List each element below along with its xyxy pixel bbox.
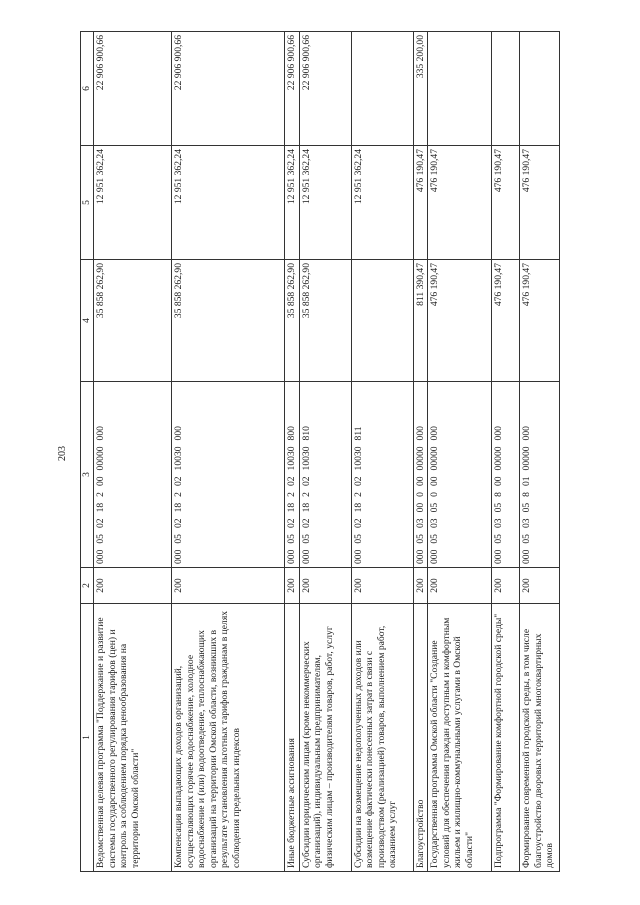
row-code: 200 (351, 568, 413, 604)
header-row (81, 32, 94, 872)
row-classification: 00005021820000000000 (94, 382, 172, 568)
row-value-5: 476 190,47 (492, 146, 520, 260)
header-col-5: 5 (81, 146, 94, 260)
row-classification: 00005030000000000000 (413, 382, 428, 568)
table-row (492, 32, 520, 872)
page-number: 203 (56, 445, 68, 461)
row-code: 200 (428, 568, 492, 604)
row-value-6: 22 906 900,66 (172, 32, 285, 146)
row-name: Субсидии юридическим лицам (кроме некоммерческих организаций), индивидуальным предпринимателям, физическим лицам – производителям товаров, работ, услуг (299, 604, 351, 872)
row-name: Благоустройство (413, 604, 428, 872)
row-classification: 00005021820210030811 (351, 382, 413, 568)
table-row (520, 32, 560, 872)
row-code: 200 (413, 568, 428, 604)
budget-table (80, 31, 560, 872)
row-name: Формирование современной городской среды, в том числе благоустройство дворовых территорий многоквартирных домов (520, 604, 560, 872)
row-value-6: 22 906 900,66 (299, 32, 351, 146)
row-value-6 (492, 32, 520, 146)
row-value-4: 476 190,47 (492, 260, 520, 382)
header-col-6: 6 (81, 32, 94, 146)
row-value-6: 335 200,00 (413, 32, 428, 146)
row-name: Иные бюджетные ассигнования (285, 604, 300, 872)
table-row (285, 32, 300, 872)
row-value-6 (520, 32, 560, 146)
row-classification: 00005021820210030800 (285, 382, 300, 568)
row-code: 200 (172, 568, 285, 604)
row-code: 200 (285, 568, 300, 604)
row-value-5: 12 951 362,24 (94, 146, 172, 260)
row-value-5: 12 951 362,24 (172, 146, 285, 260)
row-value-4: 476 190,47 (428, 260, 492, 382)
row-value-5: 476 190,47 (520, 146, 560, 260)
row-value-6: 22 906 900,66 (94, 32, 172, 146)
row-value-6 (351, 32, 413, 146)
row-value-6: 22 906 900,66 (285, 32, 300, 146)
row-classification: 00005030580100000000 (520, 382, 560, 568)
row-code: 200 (94, 568, 172, 604)
header-col-4: 4 (81, 260, 94, 382)
row-value-5: 476 190,47 (428, 146, 492, 260)
header-col-3: 3 (81, 382, 94, 568)
row-value-6 (428, 32, 492, 146)
table-row (299, 32, 351, 872)
row-name: Государственная программа Омской области "Создание условий для обеспечения граждан доступным и комфортным жильем и жилищно-коммунальными услугами в Омской области" (428, 604, 492, 872)
header-col-2: 2 (81, 568, 94, 604)
row-code: 200 (520, 568, 560, 604)
row-classification: 00005021820210030000 (172, 382, 285, 568)
row-value-4: 476 190,47 (520, 260, 560, 382)
row-classification: 00005021820210030810 (299, 382, 351, 568)
row-value-4: 35 858 262,90 (172, 260, 285, 382)
table-row (94, 32, 172, 872)
row-value-5: 12 951 362,24 (299, 146, 351, 260)
row-value-5: 12 951 362,24 (351, 146, 413, 260)
row-value-4: 811 390,47 (413, 260, 428, 382)
row-value-4: 35 858 262,90 (94, 260, 172, 382)
row-code: 200 (492, 568, 520, 604)
table-row (428, 32, 492, 872)
row-value-5: 476 190,47 (413, 146, 428, 260)
row-value-4: 35 858 262,90 (285, 260, 300, 382)
table-frame (80, 32, 640, 872)
row-name: Ведомственная целевая программа "Поддержание и развитие системы государственного регулирования тарифов (цен) и контроль за соблюдением порядка ценообразования на территории Омской области" (94, 604, 172, 872)
row-value-5: 12 951 362,24 (285, 146, 300, 260)
table-row (351, 32, 413, 872)
row-code: 200 (299, 568, 351, 604)
header-col-1: 1 (81, 604, 94, 872)
row-classification: 00005030500000000000 (428, 382, 492, 568)
row-name: Подпрограмма "Формирование комфортной городской среды" (492, 604, 520, 872)
row-value-4 (351, 260, 413, 382)
rotated-table-area (80, 32, 640, 872)
row-classification: 00005030580000000000 (492, 382, 520, 568)
table-row (413, 32, 428, 872)
row-name: Субсидии на возмещение недополученных доходов или возмещение фактически понесенных затрат в связи с производством (реализацией) товаров, выполнением работ, оказанием услуг (351, 604, 413, 872)
row-value-4: 35 858 262,90 (299, 260, 351, 382)
row-name: Компенсация выпадающих доходов организаций, осуществляющих горячее водоснабжение, холодное водоснабжение и (или) водоотведение, теплоснабжающих организаций на территории Омской области, возникших в результате установления льготных тарифов гражданам в целях соблюдения предельных индексов (172, 604, 285, 872)
table-row (172, 32, 285, 872)
